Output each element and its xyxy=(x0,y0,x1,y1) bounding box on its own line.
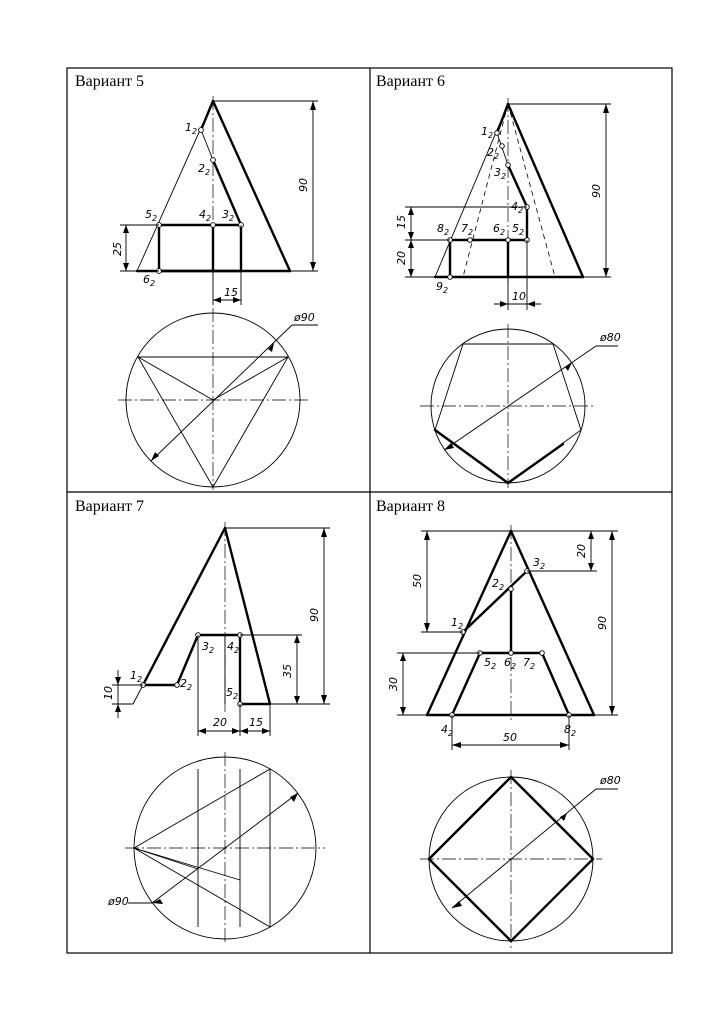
v6-cut-a xyxy=(497,104,508,133)
v6-plan-edge xyxy=(435,430,508,483)
v6-arrow xyxy=(565,362,572,371)
v8-point-6 xyxy=(509,651,514,656)
v7-plan-line xyxy=(134,769,270,848)
v7-dim-base: 10 xyxy=(102,686,115,700)
v7-arrow xyxy=(115,704,121,712)
variant-8-title: Вариант 8 xyxy=(376,498,445,515)
v5-plan-line xyxy=(138,357,213,400)
v5-dim-cut-height: 25 xyxy=(111,242,124,256)
v7-label-3: $3_2$ xyxy=(202,640,215,655)
v7-dim-height: 90 xyxy=(308,608,321,622)
v7-plan-line xyxy=(134,848,270,927)
v8-label-7: $7_2$ xyxy=(523,656,536,671)
v6-label-8: $8_2$ xyxy=(437,222,450,237)
v5-point-1 xyxy=(199,128,204,133)
v8-diameter-line xyxy=(452,789,596,908)
v7-dim-width: 20 xyxy=(213,716,227,729)
v7-arrow xyxy=(198,728,206,734)
variant-5-title: Вариант 5 xyxy=(75,73,144,90)
variant-7-title: Вариант 7 xyxy=(75,498,144,515)
v6-dim-height: 90 xyxy=(590,184,603,198)
v8-dim-width: 50 xyxy=(503,731,517,744)
v7-plan-line xyxy=(134,848,240,880)
v6-arrow xyxy=(603,268,609,277)
v7-arrow xyxy=(294,696,300,704)
v8-point-2 xyxy=(509,587,514,592)
v6-hidden-generatrix xyxy=(508,104,555,277)
v8-label-3: $3_2$ xyxy=(533,556,546,571)
v7-arrow xyxy=(321,695,327,704)
v7-left-bottom xyxy=(133,685,143,704)
v5-label-5: $5_2$ xyxy=(145,208,158,223)
v8-label-1: $1_2$ xyxy=(451,616,464,631)
v6-label-3: $3_2$ xyxy=(494,166,507,181)
v7-arrow xyxy=(321,528,327,537)
v8-arrow xyxy=(400,653,406,661)
v6-arrow xyxy=(408,269,414,277)
v8-dim-left: 50 xyxy=(411,574,424,588)
v6-dim-diameter: ø80 xyxy=(600,331,621,344)
v8-dim-cut: 30 xyxy=(387,677,400,691)
v5-dim-offset: 15 xyxy=(224,286,238,299)
v6-dim-lower: 20 xyxy=(395,251,408,265)
v6-point-2 xyxy=(500,144,505,149)
v6-point-1 xyxy=(495,131,500,136)
v8-arrow xyxy=(400,707,406,715)
v6-label-2: $2_2$ xyxy=(487,146,500,161)
v6-arrow xyxy=(408,207,414,215)
v6-label-9: $9_2$ xyxy=(436,280,449,295)
v5-label-1: $1_2$ xyxy=(185,121,198,136)
v5-label-3: $3_2$ xyxy=(222,208,235,223)
variant-6-title: Вариант 6 xyxy=(376,73,445,90)
v5-arrow xyxy=(123,263,129,271)
v5-arrow xyxy=(310,101,316,110)
v6-dim-upper: 15 xyxy=(395,215,408,229)
v5-point-2 xyxy=(211,158,216,163)
v7-arrow xyxy=(232,728,240,734)
v6-label-6: $6_2$ xyxy=(493,222,506,237)
v5-arrow xyxy=(213,297,221,303)
v5-arrow xyxy=(123,225,129,233)
v8-dim-top: 20 xyxy=(575,544,588,558)
v6-arrow xyxy=(408,240,414,248)
v7-dim-step: 35 xyxy=(281,664,294,678)
v6-dim-offset: 10 xyxy=(512,290,526,303)
v8-dim-height: 90 xyxy=(596,616,609,630)
variant-6 xyxy=(376,73,621,488)
v7-left-generatrix xyxy=(143,528,225,685)
v5-plan-line xyxy=(213,357,288,400)
v7-arrow xyxy=(262,728,270,734)
v8-arrow xyxy=(452,742,461,748)
v5-arrow xyxy=(310,262,316,271)
v7-label-4: $4_2$ xyxy=(227,640,240,655)
v6-label-5: $5_2$ xyxy=(512,222,525,237)
v7-label-5: $5_2$ xyxy=(226,686,239,701)
v7-arrow xyxy=(290,793,298,802)
v8-arrow xyxy=(609,706,615,715)
v5-dim-height: 90 xyxy=(297,178,310,192)
v8-dim-diameter: ø80 xyxy=(600,774,621,787)
v8-arrow xyxy=(424,623,430,632)
v5-label-4: $4_2$ xyxy=(199,208,212,223)
v7-arrow xyxy=(294,635,300,643)
v6-arrow xyxy=(603,104,609,113)
v6-plan-edge xyxy=(508,444,563,483)
v5-point-4 xyxy=(211,223,216,228)
v8-point-7 xyxy=(540,651,545,656)
v5-cut-rectangle xyxy=(159,225,241,271)
v5-dim-diameter: ø90 xyxy=(294,311,315,324)
v7-right-generatrix xyxy=(225,528,270,704)
v8-label-6: $6_2$ xyxy=(504,656,517,671)
v5-label-2: $2_2$ xyxy=(198,162,211,177)
v7-point-2 xyxy=(175,683,180,688)
v6-diameter-line xyxy=(444,346,596,450)
v6-arrow xyxy=(527,301,535,307)
v8-arrow xyxy=(588,563,594,571)
v8-label-8: $8_2$ xyxy=(564,723,577,738)
v7-arrow xyxy=(115,677,121,685)
v8-arrow xyxy=(588,531,594,539)
v7-dim-offset: 15 xyxy=(249,716,263,729)
v7-dim-diameter: ø90 xyxy=(108,895,129,908)
v5-label-6: $6_2$ xyxy=(143,273,156,288)
v5-diameter-line xyxy=(151,325,292,461)
v8-arrow xyxy=(560,742,569,748)
v8-arrow xyxy=(424,531,430,540)
v8-arrow xyxy=(609,531,615,540)
v8-arrow xyxy=(560,813,567,821)
v6-label-7: $7_2$ xyxy=(461,222,474,237)
v6-point-3 xyxy=(506,163,511,168)
v6-point-7 xyxy=(468,238,473,243)
v7-label-2: $2_2$ xyxy=(180,677,193,692)
v6-arrow xyxy=(500,301,508,307)
v8-arrow xyxy=(452,901,462,908)
v6-label-4: $4_2$ xyxy=(511,200,524,215)
v6-label-1: $1_2$ xyxy=(481,125,494,140)
v5-cut-line-a xyxy=(201,101,213,130)
v7-label-1: $1_2$ xyxy=(130,669,143,684)
v6-arrow xyxy=(408,232,414,240)
v5-arrow xyxy=(151,452,159,461)
variant-5 xyxy=(75,73,318,490)
v8-left-generatrix xyxy=(427,531,511,715)
v5-cut-line-c xyxy=(201,130,213,160)
variant-8 xyxy=(376,498,621,948)
v8-label-4: $4_2$ xyxy=(441,723,454,738)
v7-arrow xyxy=(240,728,248,734)
v8-label-5: $5_2$ xyxy=(484,656,497,671)
v6-point-6 xyxy=(506,238,511,243)
v6-point-9 xyxy=(448,275,453,280)
v8-label-2: $2_2$ xyxy=(492,577,505,592)
variant-7 xyxy=(75,498,330,944)
